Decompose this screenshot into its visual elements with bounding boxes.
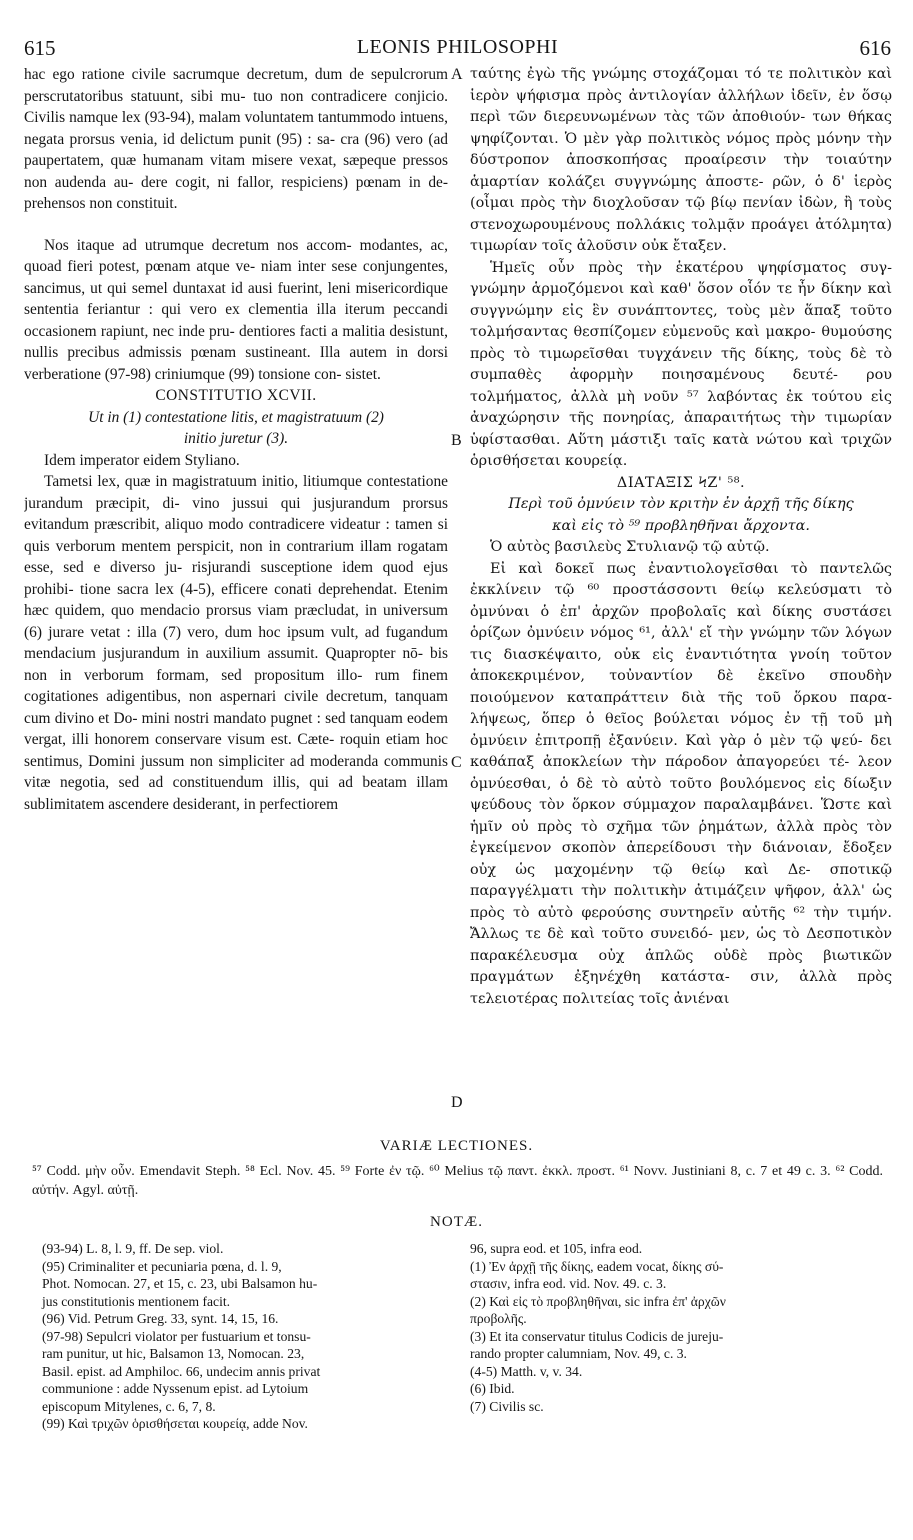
page-number-right: 616 [859, 36, 891, 60]
page-header [24, 36, 891, 66]
margin-markers [451, 64, 469, 1134]
note-line: jus constitutionis mentionem facit. [42, 1293, 231, 1309]
latin-paragraph-2: Nos itaque ad utrumque decretum nos accom- modantes, ac, quoad fieri potest, pœnam atque ve- niam inter sese conjungentes, sancimus, ut qui semel duntaxat id ausi fuerint, leni misericordique sententia feriantur : qui vero ex clementia illa iterum peccandi occasionem rapiunt, nec inde pru- dentiores facti a malitia desistunt, nullis precibus admissis pœnam sustineant. Illa autem in dorsi verberatione (97-98) criniumque (99) tonsione con- sistet. [24, 236, 448, 383]
note-line: ram punitur, ut hic, Balsamon 13, Nomocan. 23, [42, 1346, 305, 1361]
note-line: στασιν, infra eod. vid. Nov. 49. c. 3. [470, 1276, 667, 1291]
notae-right-column [470, 1240, 890, 1415]
variae-lectiones-heading: VARIÆ LECTIONES. [379, 1138, 534, 1154]
marker-c: C [451, 754, 462, 771]
note-line: προβολῆς. [470, 1311, 527, 1326]
note-line: (2) Καὶ εἰς τὸ προβληθῆναι, sic infra ἐπ' ἀρχῶν [470, 1293, 726, 1309]
diataxis-subtitle: Περὶ τοῦ ὀμνύειν τὸν κριτὴν ἐν ἀρχῇ τῆς δίκης καὶ εἰς τὸ ⁵⁹ προβληθῆναι ἄρχοντα. [508, 496, 854, 534]
marker-b: B [451, 432, 462, 449]
note-line: Basil. epist. ad Amphiloc. 66, undecim annis privat [42, 1363, 321, 1379]
notae-left-column [42, 1240, 434, 1433]
marker-d: D [451, 1094, 463, 1111]
variae-lectiones: ⁵⁷ Codd. μὴν οὖν. Emendavit Steph. ⁵⁸ Ecl. Nov. 45. ⁵⁹ Forte ἐν τῷ. ⁶⁰ Melius τῷ παντ. ἐκκλ. προστ. ⁶¹ Novv. Justiniani 8, c. 7 et 49 c. 3. ⁶² Codd. αὐτήν. Agyl. αὐτῇ. [32, 1164, 884, 1198]
constitutio-subtitle: Ut in (1) contestatione litis, et magistratuum (2) initio juretur (3). [88, 408, 384, 447]
notae-heading: NOTÆ. [430, 1214, 483, 1230]
greek-paragraph-3: Εἰ καὶ δοκεῖ πως ἐναντιολογεῖσθαι τὸ παντελῶς ἐκκλίνειν τῷ ⁶⁰ προστάσσοντι θείῳ κελεύσματι τὸ ὀμνύναι ὁ ἐπ' ἀρχῶν προβολαῖς καὶ δίκης συστάσει ὁρίζων ὀμνύειν νόμος ⁶¹, ἀλλ' εἴ τὴν γνώμην τῶν λόγων τις διασκέψαιτο, οὐκ εἰς ἐναντιότητα γνοίη τοῦτον ἀποκεκριμένον, τοὐναντίον δὲ ἐκεῖνο σπουδὴν ποιούμενον καταπράττειν διὰ τῆς τοῦ ὅρκου παρα- λήψεως, ὅπερ ὁ θεῖος βούλεται νόμος ἐν τῇ τοῦ μὴ ὀμνύειν ἐπιτροπῇ ἐξανύειν. Καὶ γὰρ ὁ μὲν τῷ ψεύ- δει καθάπαξ ἀποκλείων τὴν πάροδον ἀπαγορεύει τέ- λεον ὀμνύεσθαι, ὁ δὲ τὸ αὐτὸ τοῦτο βουλόμενος εἰς δίωξιν ψεύδους τὸν ὅρκον σύμμαχον παραλαμβάνει. Ὥστε καὶ ἡμῖν οὐ πρὸς τὸ σχῆμα τῶν ῥημάτων, ἀλλὰ πρὸς τὸν ἐγκείμενον σκοπὸν ἀπερείδουσι τὴν διάνοιαν, ἔδοξεν οὐχ ὡς μαχομένην τῷ θείῳ καὶ Δε- σποτικῷ παραγγέλματι τὴν πολιτικὴν ἀτιμάζειν ψῆφον, ἀλλ' ὡς πρὸς τὸ αὐτὸ φερούσης συντηρεῖν αὐτῆς ⁶² τὴν τιμήν. Ἄλλως τε δὲ καὶ τοῦτο συνειδό- μεν, ὡς τὸ Δεσποτικὸν παρακέλευσμα οὐχ ἁπλῶς οὐδὲ πρὸς βιωτικῶν πραγμάτων ἐξηνέχθη κατάστα- σιν, ἀλλὰ πρὸς τελειοτέρας πολιτείας τοῖς ἀνιέναι [470, 560, 892, 1007]
greek-dedication: Ὁ αὐτὸς βασιλεὺς Στυλιανῷ τῷ αὐτῷ. [490, 539, 770, 555]
note-line: (95) Criminaliter et pecuniaria pœna, d. l. 9, [42, 1258, 282, 1274]
note-line: (6) Ibid. [470, 1381, 515, 1396]
note-line: rando propter calumniam, Nov. 49, c. 3. [470, 1346, 687, 1361]
diataxis-title: ΔΙΑΤΑΞΙΣ ϞΖ' ⁵⁸. [616, 474, 746, 491]
latin-paragraph-3: Tametsi lex, quæ in magistratuum initio, litiumque contestatione jurandum præcipit, di- vino jussui qui jusjurandum prorsus evitandum præscribit, aliquo modo contradicere videatur : tamen si quis verborum mentem perspicit, non in contrarium illam rogatam esse, sed e diverso ju- risjurandi susceptione idem quod ejus prohibi- tione sacra lex (4-5), efficere conati deprehendat. Etenim hæc quidem, quo mendacio prorsus viam præcludat, in universum (6) jurare vetat : illa (7) vero, dum hoc ipsum vult, ad fugandum mendacium jusjurandum in auxilium assumit. Quapropter nō- bis non in verborum formam, sed propositum illo- rum finem cogitationes adigentibus, non aspernari civile decretum, tanquam cum divino et Do- mini nostri mandato pugnet : sed tanquam eodem vergat, illi honorem conservare visum est. Cæte- roquin etiam hoc sentimus, Domini jussum non simpliciter ad moderanda communis vitæ negotia, sed ad constituendum illis, qui ad beatam illam sublimitatem ascendere desiderant, in perfectiorem [24, 473, 448, 813]
note-line: (99) Καὶ τριχῶν ὁρισθήσεται κουρείᾳ, adde Nov. [42, 1416, 308, 1431]
latin-paragraph-1: hac ego ratione civile sacrumque decretum, dum de sepulcrorum perscrutatoribus statuunt, sibi mu- tuo non contradicere conjicio. Civilis namque lex (93-94), malam voluntatem tantummodo intuens, negata prorsus venia, id delictum punit (95) : sa- cra (96) vero (ad paupertatem, quæ humanam vitam misere vexat, sæpeque pressos non audenda au- dere cogit, ni fallor, respiciens) pœnam in de- prehensos non constituit. [24, 66, 448, 212]
note-line: (7) Civilis sc. [470, 1398, 544, 1414]
note-line: communione : adde Nyssenum epist. ad Lytoium [42, 1381, 309, 1396]
note-line: (1) Ἐν ἀρχῇ τῆς δίκης, eadem vocat, δίκης σύ- [470, 1258, 724, 1274]
greek-paragraph-1: ταύτης ἐγὼ τῆς γνώμης στοχάζομαι τό τε πολιτικὸν καὶ ἱερὸν ψήφισμα πρὸς ἀντιλογίαν ἀλλήλων ἰδεῖν, ἐν ὅσῳ περὶ τῶν διερευνωμένων τὰς τῶν ἀποθιούν- των θήκας ψηφίζονται. Ὁ μὲν γὰρ πολιτικὸς νόμος πρὸς μόνην τὴν δύστροπον ἀποσκοπήσας προαίρεσιν τὴν τοιαύτην ἁμαρτίαν κολάζει συγγνώμης ἀποστε- ρῶν, ὁ δ' ἱερὸς (οἶμαι πρὸς τὴν διοχλοῦσαν τῷ βίῳ πενίαν ἰδὼν, ἢ τοὺς στενοχωρουμένους πολλάκις τολμᾷν προάγει ἀτόλμητα) τιμωρίαν τοῖς ἁλοῦσιν οὐκ ἔταξεν. [470, 66, 892, 254]
note-line: (96) Vid. Petrum Greg. 33, synt. 14, 15, 16. [42, 1311, 279, 1326]
page-number-left: 615 [24, 36, 56, 60]
constitutio-title: CONSTITUTIO XCVII. [155, 387, 317, 404]
note-line: (3) Et ita conservatur titulus Codicis de jureju- [470, 1328, 724, 1344]
note-line: 96, supra eod. et 105, infra eod. [470, 1241, 643, 1256]
note-line: episcopum Mitylenes, c. 6, 7, 8. [42, 1398, 216, 1414]
greek-paragraph-2: Ἡμεῖς οὖν πρὸς τὴν ἑκατέρου ψηφίσματος συγ- γνώμην ἁρμοζόμενοι καὶ καθ' ὅσον οἷόν τε ἦν δίκην καὶ συγγνώμην εἰς ἓν συνάπτοντες, τοὺς μὲν ἅπαξ τοῦτο τολμήσαντας θεσπίζομεν εὐμενοῦς καὶ μακρο- θυμούσης πρὸς τὸ τιμωρεῖσθαι τυγχάνειν τῆς δίκης, τοὺς δὲ τὸ συμπαθὲς ἀφορμὴν ποιησαμένους δευτέ- ρου τολμήματος, ἀλλὰ μὴ νοῦν ⁵⁷ λαβόντας ἐκ τούτου εἰς ἀναχώρησιν τῆς πονηρίας, ἀπαραιτήτως τὴν τιμωρίαν ὑφίστασθαι. Αὕτη μάστιξι ταῖς κατὰ νώτου καὶ τριχῶν ὁρισθήσεται κουρείᾳ. [470, 259, 892, 469]
latin-dedication: Idem imperator eidem Styliano. [44, 451, 240, 469]
latin-column [24, 64, 448, 1134]
note-line: (97-98) Sepulcri violator per fustuarium et tonsu- [42, 1328, 311, 1344]
marker-a: A [451, 66, 463, 83]
note-line: (4-5) Matth. v, v. 34. [470, 1363, 583, 1379]
running-title: LEONIS PHILOSOPHI [356, 36, 559, 58]
note-line: Phot. Nomocan. 27, et 15, c. 23, ubi Balsamon hu- [42, 1276, 318, 1291]
greek-column [470, 64, 892, 1134]
note-line: (93-94) L. 8, l. 9, ff. De sep. viol. [42, 1241, 224, 1256]
